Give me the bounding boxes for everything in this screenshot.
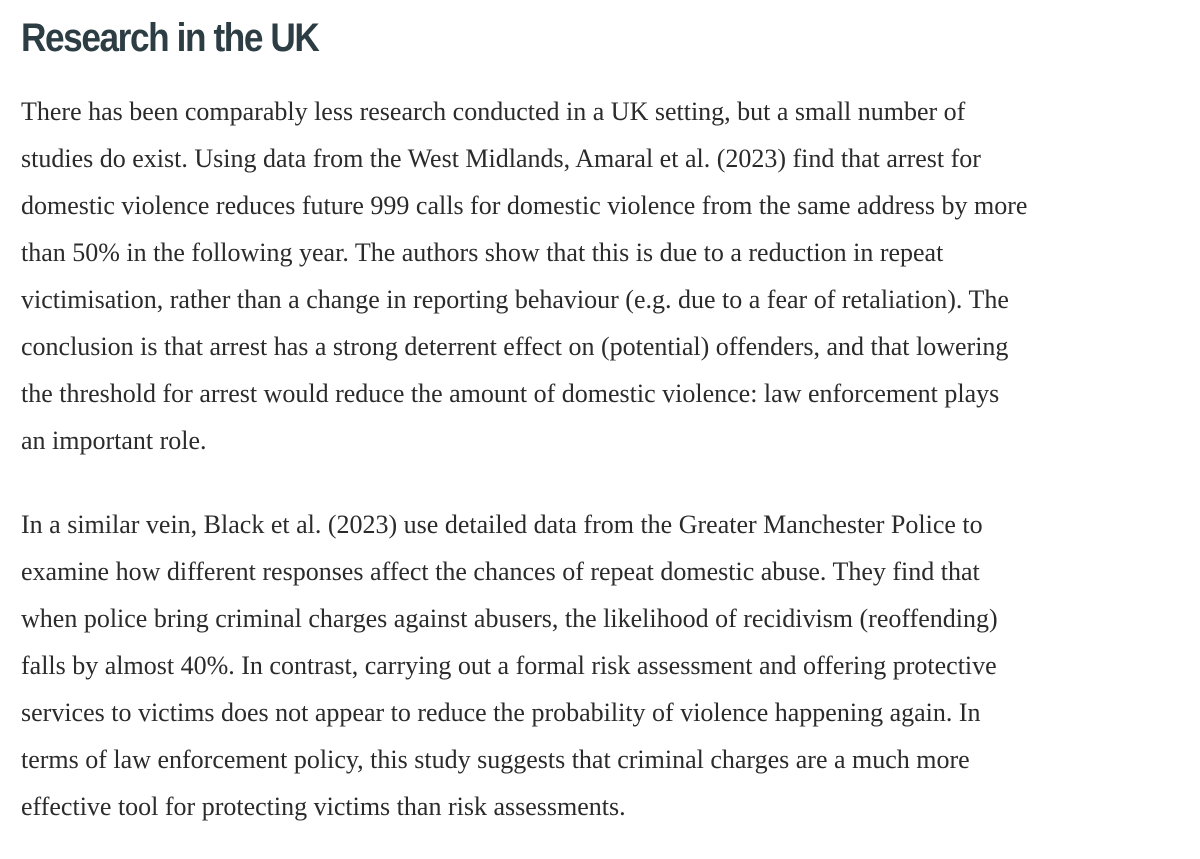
paragraph-line: victimisation, rather than a change in reporting behaviour (e.g. due to a fear of retaliation). The — [21, 285, 1009, 314]
paragraph-line: services to victims does not appear to reduce the probability of violence happening again. In — [21, 698, 981, 727]
paragraph-line: studies do exist. Using data from the West Midlands, Amaral et al. (2023) find that arrest for — [21, 144, 981, 173]
paragraph-line: In a similar vein, Black et al. (2023) use detailed data from the Greater Manchester Police to — [21, 510, 983, 539]
paragraph-line: the threshold for arrest would reduce the amount of domestic violence: law enforcement plays — [21, 379, 1000, 408]
paragraph-1 — [21, 88, 1181, 464]
paragraph-line: terms of law enforcement policy, this study suggests that criminal charges are a much more — [21, 745, 970, 774]
paragraph-line: than 50% in the following year. The authors show that this is due to a reduction in repeat — [21, 238, 944, 267]
paragraph-line: domestic violence reduces future 999 calls for domestic violence from the same address by more — [21, 191, 1028, 220]
paragraph-line: There has been comparably less research conducted in a UK setting, but a small number of — [21, 97, 966, 126]
paragraph-line: conclusion is that arrest has a strong deterrent effect on (potential) offenders, and that lowering — [21, 332, 1009, 361]
paragraph-line: an important role. — [21, 426, 207, 455]
paragraph-line: examine how different responses affect the chances of repeat domestic abuse. They find that — [21, 557, 980, 586]
paragraph-2 — [21, 501, 1181, 830]
paragraph-line: when police bring criminal charges against abusers, the likelihood of recidivism (reoffending) — [21, 604, 998, 633]
paragraph-line: falls by almost 40%. In contrast, carrying out a formal risk assessment and offering protective — [21, 651, 997, 680]
paragraph-line: effective tool for protecting victims than risk assessments. — [21, 792, 626, 821]
section-heading: Research in the UK — [21, 16, 319, 60]
